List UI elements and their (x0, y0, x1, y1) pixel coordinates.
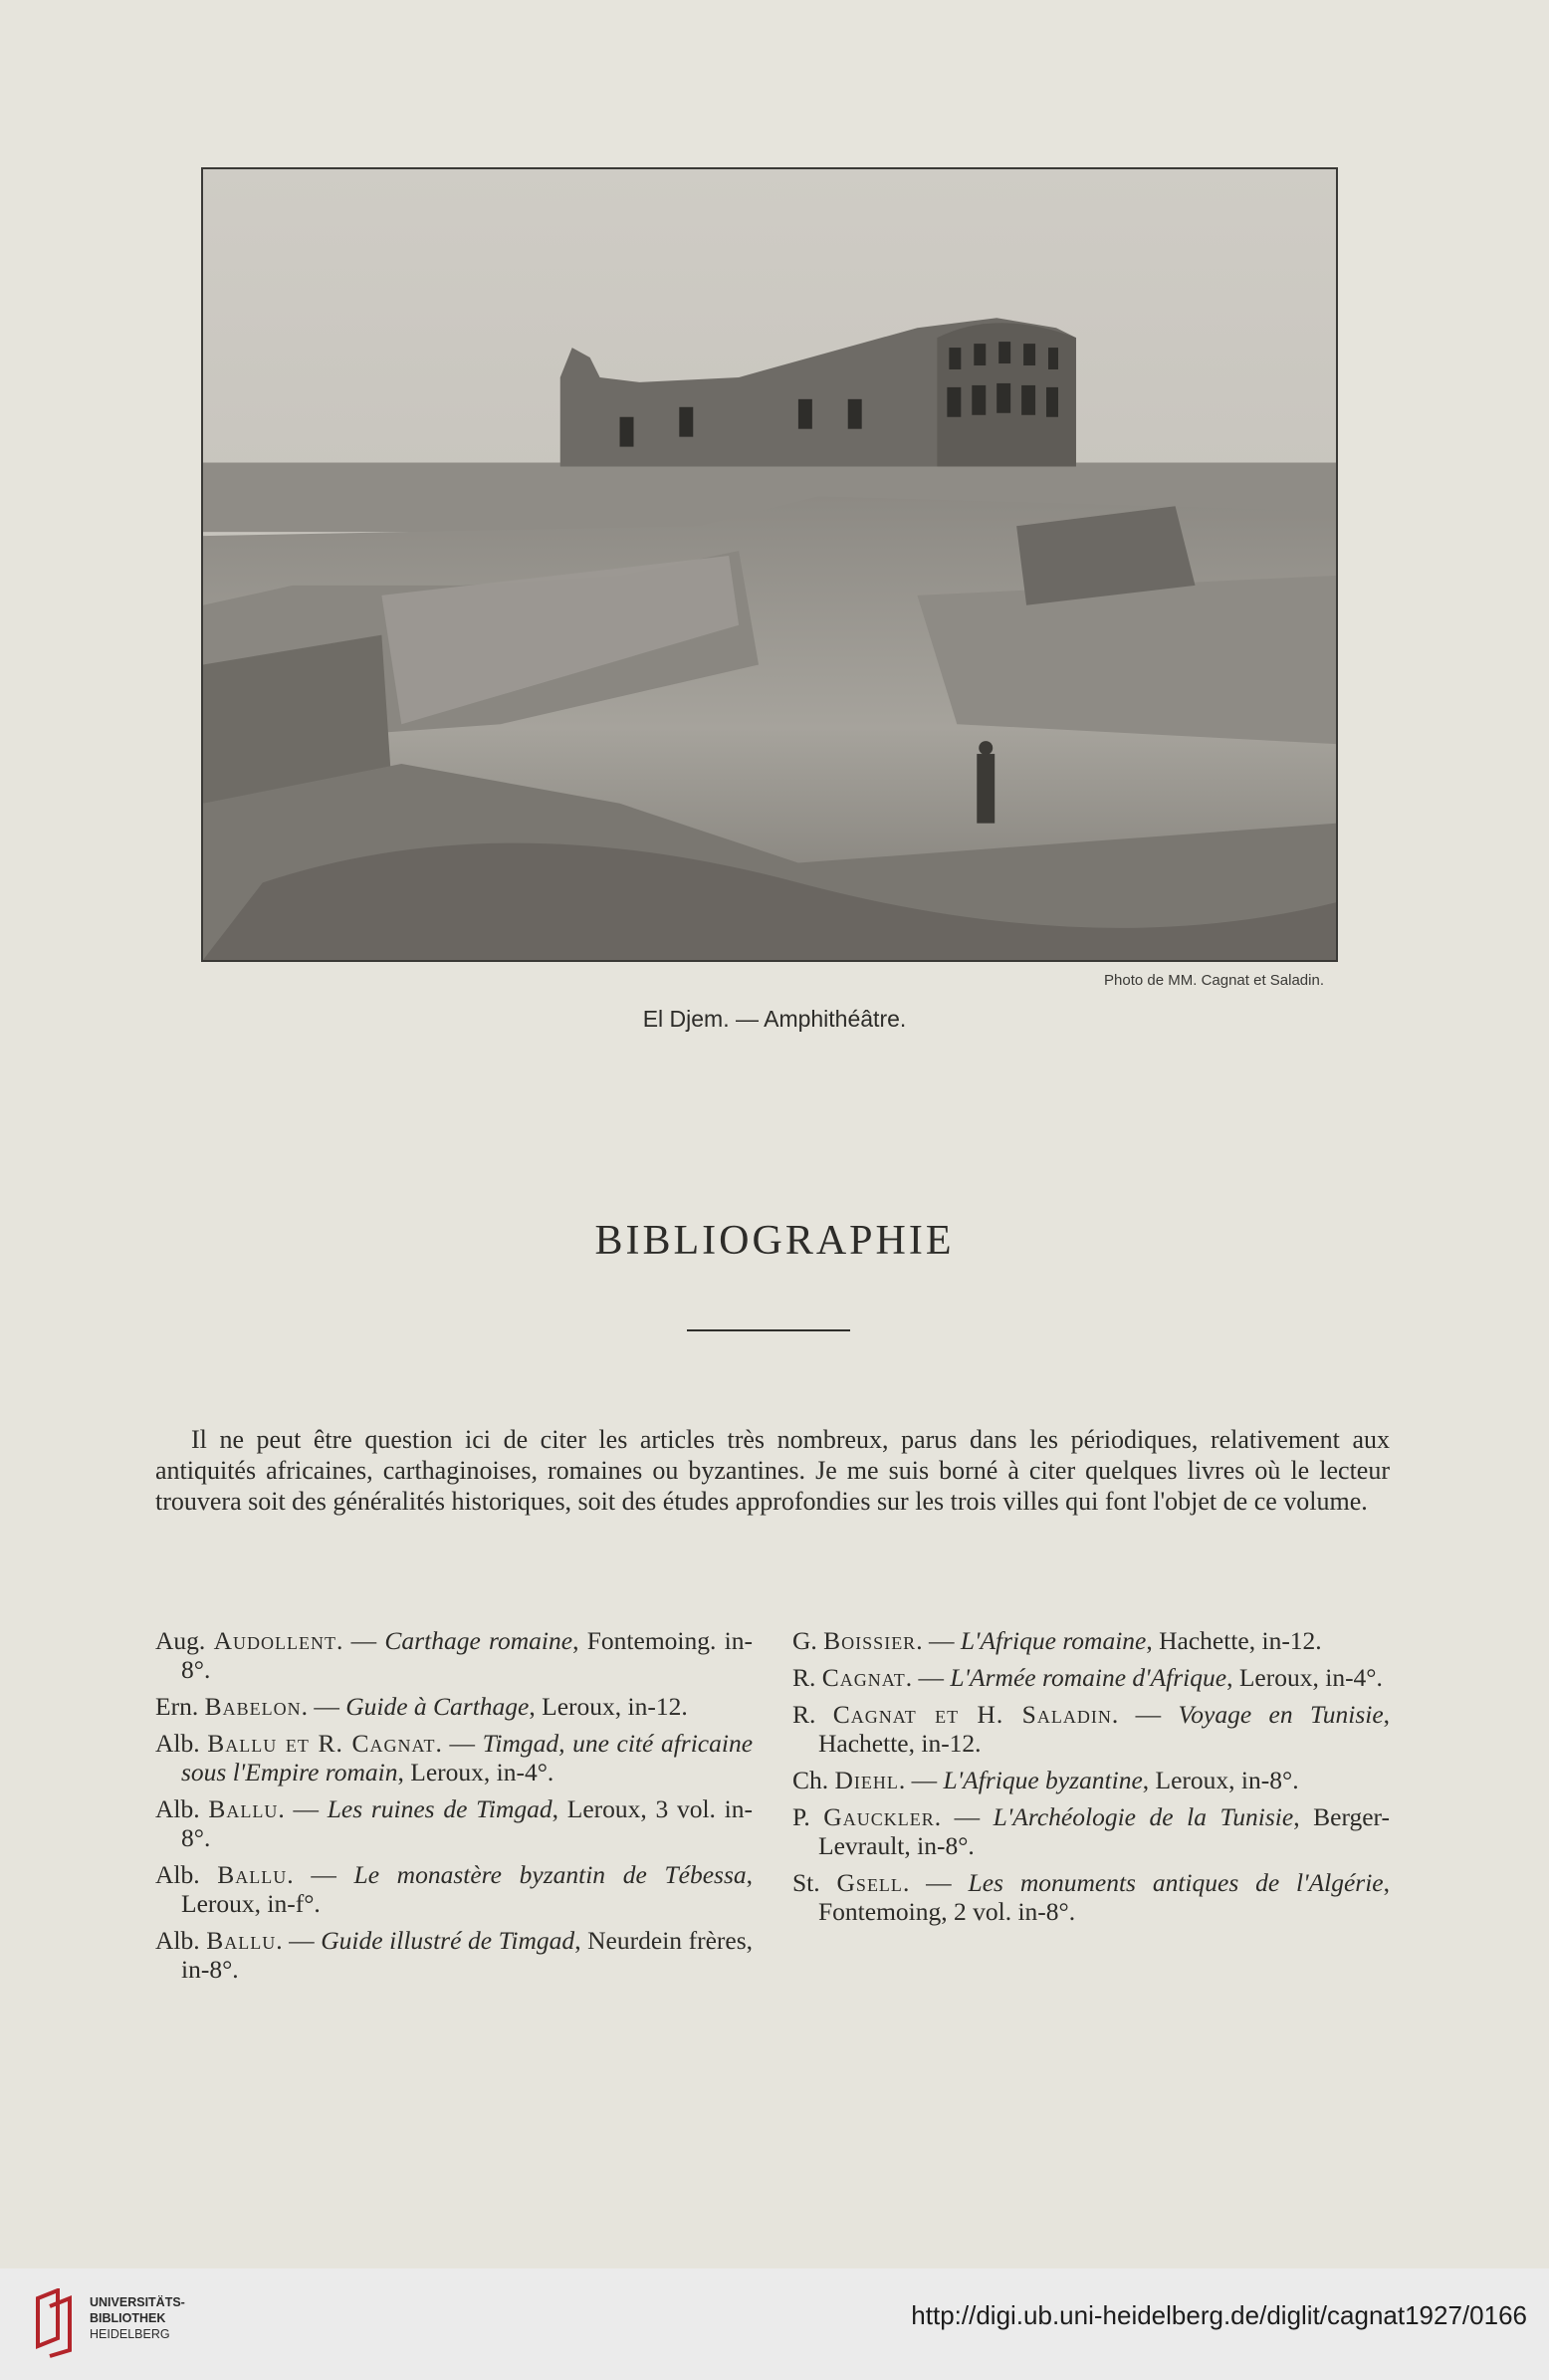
entry-author: Audollent (213, 1626, 336, 1655)
bibliography-entry: R. Cagnat et H. Saladin. — Voyage en Tunisie, Hachette, in-12. (792, 1700, 1391, 1758)
library-logo-text[interactable]: UNIVERSITÄTS- BIBLIOTHEK HEIDELBERG (90, 2295, 185, 2341)
entry-author: Ballu (208, 1794, 279, 1823)
bibliography-entry: St. Gsell. — Les monuments antiques de l'Algérie, Fontemoing, 2 vol. in-8°. (792, 1868, 1390, 1926)
entry-author: Gauckler (823, 1802, 935, 1831)
amphitheatre-photo-image (203, 169, 1336, 960)
entry-title: L'Afrique romaine (960, 1626, 1147, 1655)
bibliography-entry: G. Boissier. — L'Afrique romaine, Hachette, in-12. (792, 1626, 1322, 1655)
title-rule (687, 1329, 850, 1331)
entry-title: Guide à Carthage (345, 1692, 530, 1721)
bibliography-right-column (792, 1626, 1390, 1934)
entry-author: Ballu (206, 1926, 277, 1955)
entry-title: L'Afrique byzantine (943, 1766, 1143, 1794)
entry-author: Babelon (204, 1692, 302, 1721)
bibliography-entry: Ern. Babelon. — Guide à Carthage, Leroux, in-12. (155, 1692, 688, 1721)
entry-author: Ballu et R. Cagnat (207, 1729, 436, 1758)
entry-title: L'Armée romaine d'Afrique (950, 1663, 1227, 1692)
entry-author: Cagnat (821, 1663, 906, 1692)
entry-title: Guide illustré de Timgad (321, 1926, 575, 1955)
entry-title: Voyage en Tunisie (1178, 1700, 1384, 1729)
entry-title: Le monastère byzantin de Tébessa (353, 1860, 747, 1889)
page-title: BIBLIOGRAPHIE (594, 1218, 955, 1264)
bibliography-entry: Alb. Ballu et R. Cagnat. — Timgad, une cité africaine sous l'Empire romain, Leroux, in-4°. (155, 1729, 754, 1786)
entry-author: Ballu (217, 1860, 288, 1889)
permalink-url[interactable]: http://digi.ub.uni-heidelberg.de/diglit/cagnat1927/0166 (911, 2300, 1527, 2330)
bibliography-entry: Alb. Ballu. — Guide illustré de Timgad, Neurdein frères, in-8°. (155, 1926, 754, 1984)
entry-title: Les ruines de Timgad (327, 1794, 553, 1823)
entry-title: Carthage romaine (384, 1626, 573, 1655)
bibliography-entry: P. Gauckler. — L'Archéologie de la Tunisie, Berger-Levrault, in-8°. (792, 1802, 1391, 1860)
bibliography-entry: Alb. Ballu. — Le monastère byzantin de Tébessa, Leroux, in-f°. (155, 1860, 754, 1918)
entry-author: Cagnat et H. Saladin (832, 1700, 1112, 1729)
photo-caption: El Djem. — Amphithéâtre. (642, 1006, 907, 1032)
bibliography-entry: Aug. Audollent. — Carthage romaine, Fontemoing. in-8°. (155, 1626, 753, 1684)
photo-credit: Photo de MM. Cagnat et Saladin. (1104, 972, 1324, 989)
entry-author: Gsell (836, 1868, 903, 1897)
entry-title: Les monuments antiques de l'Algérie (968, 1868, 1384, 1897)
entry-author: Boissier (823, 1626, 917, 1655)
entry-title: Timgad, une cité africaine sous l'Empire romain (181, 1729, 754, 1786)
photograph-amphitheatre (201, 167, 1338, 962)
bibliography-entry: Alb. Ballu. — Les ruines de Timgad, Leroux, 3 vol. in-8°. (155, 1794, 753, 1852)
entry-author: Diehl (834, 1766, 899, 1794)
entry-title: L'Archéologie de la Tunisie (993, 1802, 1294, 1831)
intro-paragraph: Il ne peut être question ici de citer les articles très nombreux, parus dans les périodiques, relativement aux antiquités africaines, carthaginoises, romaines ou byzantines. Je me suis borné à citer quelques livres où le lecteur trouvera soit des généralités historiques, soit des études approfondies sur les trois villes qui font l'objet de ce volume. (155, 1425, 1390, 1516)
bibliography-left-column (155, 1626, 753, 1992)
heidelberg-library-logo-icon[interactable] (34, 2288, 78, 2358)
bibliography-entry: Ch. Diehl. — L'Afrique byzantine, Leroux, in-8°. (792, 1766, 1299, 1794)
bibliography-entry: R. Cagnat. — L'Armée romaine d'Afrique, Leroux, in-4°. (792, 1663, 1383, 1692)
